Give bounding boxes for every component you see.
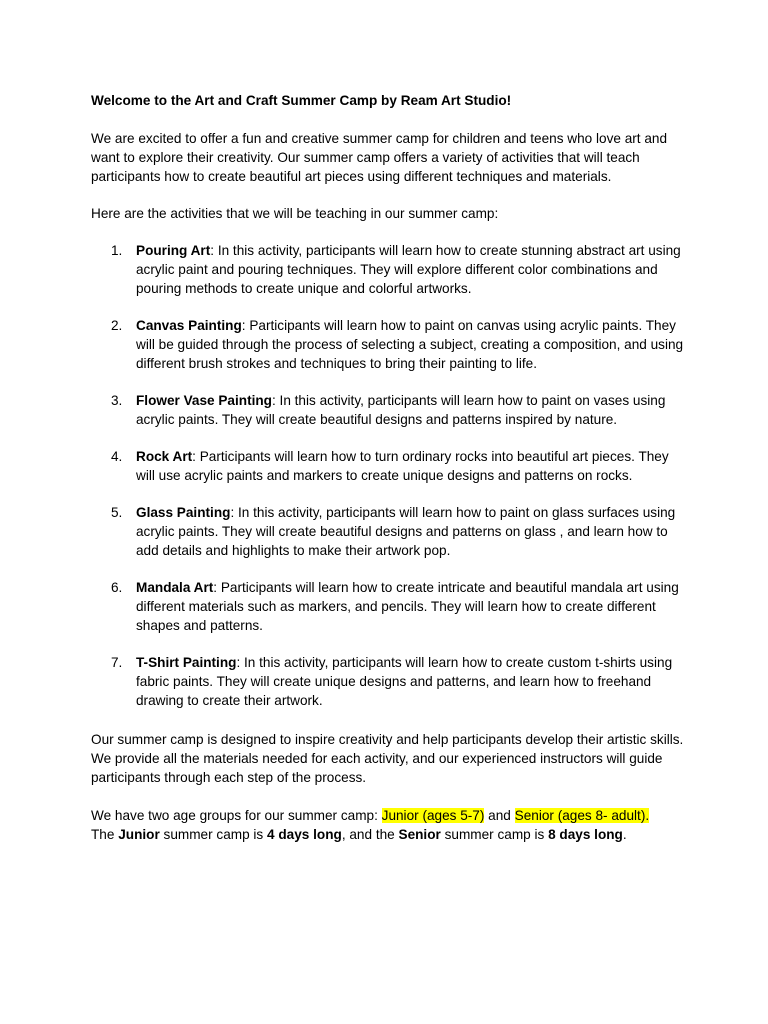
document-title: Welcome to the Art and Craft Summer Camp by Ream Art Studio! <box>91 93 512 108</box>
activities-list <box>91 242 691 729</box>
activity-name: Canvas Painting <box>136 317 242 333</box>
activity-description: : In this activity, participants will learn how to paint on vases using acrylic paints. They will create beautiful designs and patterns inspired by nature. <box>136 392 666 427</box>
mid-text-1: summer camp is <box>159 826 268 842</box>
activity-number: 4. <box>111 449 123 465</box>
activity-name: Glass Painting <box>136 505 231 521</box>
activity-name: Flower Vase Painting <box>136 392 272 408</box>
activity-name: T-Shirt Painting <box>136 655 237 671</box>
activity-description: : Participants will learn how to turn ordinary rocks into beautiful art pieces. They will use acrylic paints and markers to create unique designs and patterns on rocks. <box>136 449 669 483</box>
activity-name: Pouring Art <box>136 243 211 258</box>
age-groups-paragraph <box>91 807 691 845</box>
activity-item <box>91 317 691 373</box>
and-text: and <box>484 808 515 823</box>
activity-name: Rock Art <box>136 449 193 465</box>
senior-group-highlight: Senior (ages 8- adult). <box>514 808 650 823</box>
junior-group-highlight: Junior (ages 5-7) <box>381 808 485 823</box>
activity-description: : Participants will learn how to create intricate and beautiful mandala art using different materials such as markers, and pencils. They will learn how to create different shapes and patterns. <box>136 580 679 633</box>
activity-number: 6. <box>111 580 123 596</box>
senior-duration: 8 days long <box>548 826 623 842</box>
activity-description: : In this activity, participants will learn how to create stunning abstract art using acrylic paint and pouring techniques. They will explore different color combinations and pouring methods to create unique and colorful artworks. <box>136 243 681 296</box>
line2-start: The <box>91 826 119 842</box>
senior-word: Senior <box>398 826 441 842</box>
mid-text-2: , and the <box>341 826 399 842</box>
activity-description: : Participants will learn how to paint on canvas using acrylic paints. They will be guided through the process of selecting a subject, creating a composition, and using different brush strokes and techniques to bring their painting to life. <box>136 317 684 371</box>
activity-number: 1. <box>111 243 123 258</box>
activity-number: 3. <box>111 392 123 408</box>
mid-text-3: summer camp is <box>440 826 549 842</box>
junior-word: Junior <box>118 826 160 842</box>
activity-item <box>91 392 691 430</box>
end-period: . <box>622 826 627 842</box>
activity-number: 5. <box>111 505 123 521</box>
intro-paragraph: We are excited to offer a fun and creative summer camp for children and teens who love art and want to explore their creativity. Our summer camp offers a variety of activities that will teach participants how to create beautiful art pieces using different techniques and materials. <box>91 131 668 184</box>
activity-item <box>91 579 691 635</box>
activity-name: Mandala Art <box>136 580 214 596</box>
activity-description: : In this activity, participants will learn how to create custom t-shirts using fabric paints. They will create unique designs and patterns, and learn how to freehand drawing to create their artwork. <box>136 655 673 708</box>
activity-item <box>91 448 691 486</box>
age-groups-lead: We have two age groups for our summer camp: <box>91 808 382 823</box>
activities-intro: Here are the activities that we will be teaching in our summer camp: <box>91 206 499 221</box>
closing-paragraph: Our summer camp is designed to inspire creativity and help participants develop their artistic skills. We provide all the materials needed for each activity, and our experienced instructors will guide participants through each step of the process. <box>91 732 684 785</box>
activity-item <box>91 504 691 560</box>
activity-description: : In this activity, participants will learn how to paint on glass surfaces using acrylic paints. They will create beautiful designs and patterns on glass , and learn how to add details and highlights to make their artwork pop. <box>136 505 676 558</box>
activity-item <box>91 654 691 710</box>
activity-number: 2. <box>111 317 123 333</box>
junior-duration: 4 days long <box>267 826 342 842</box>
activity-number: 7. <box>111 655 123 671</box>
activity-item <box>91 242 691 298</box>
